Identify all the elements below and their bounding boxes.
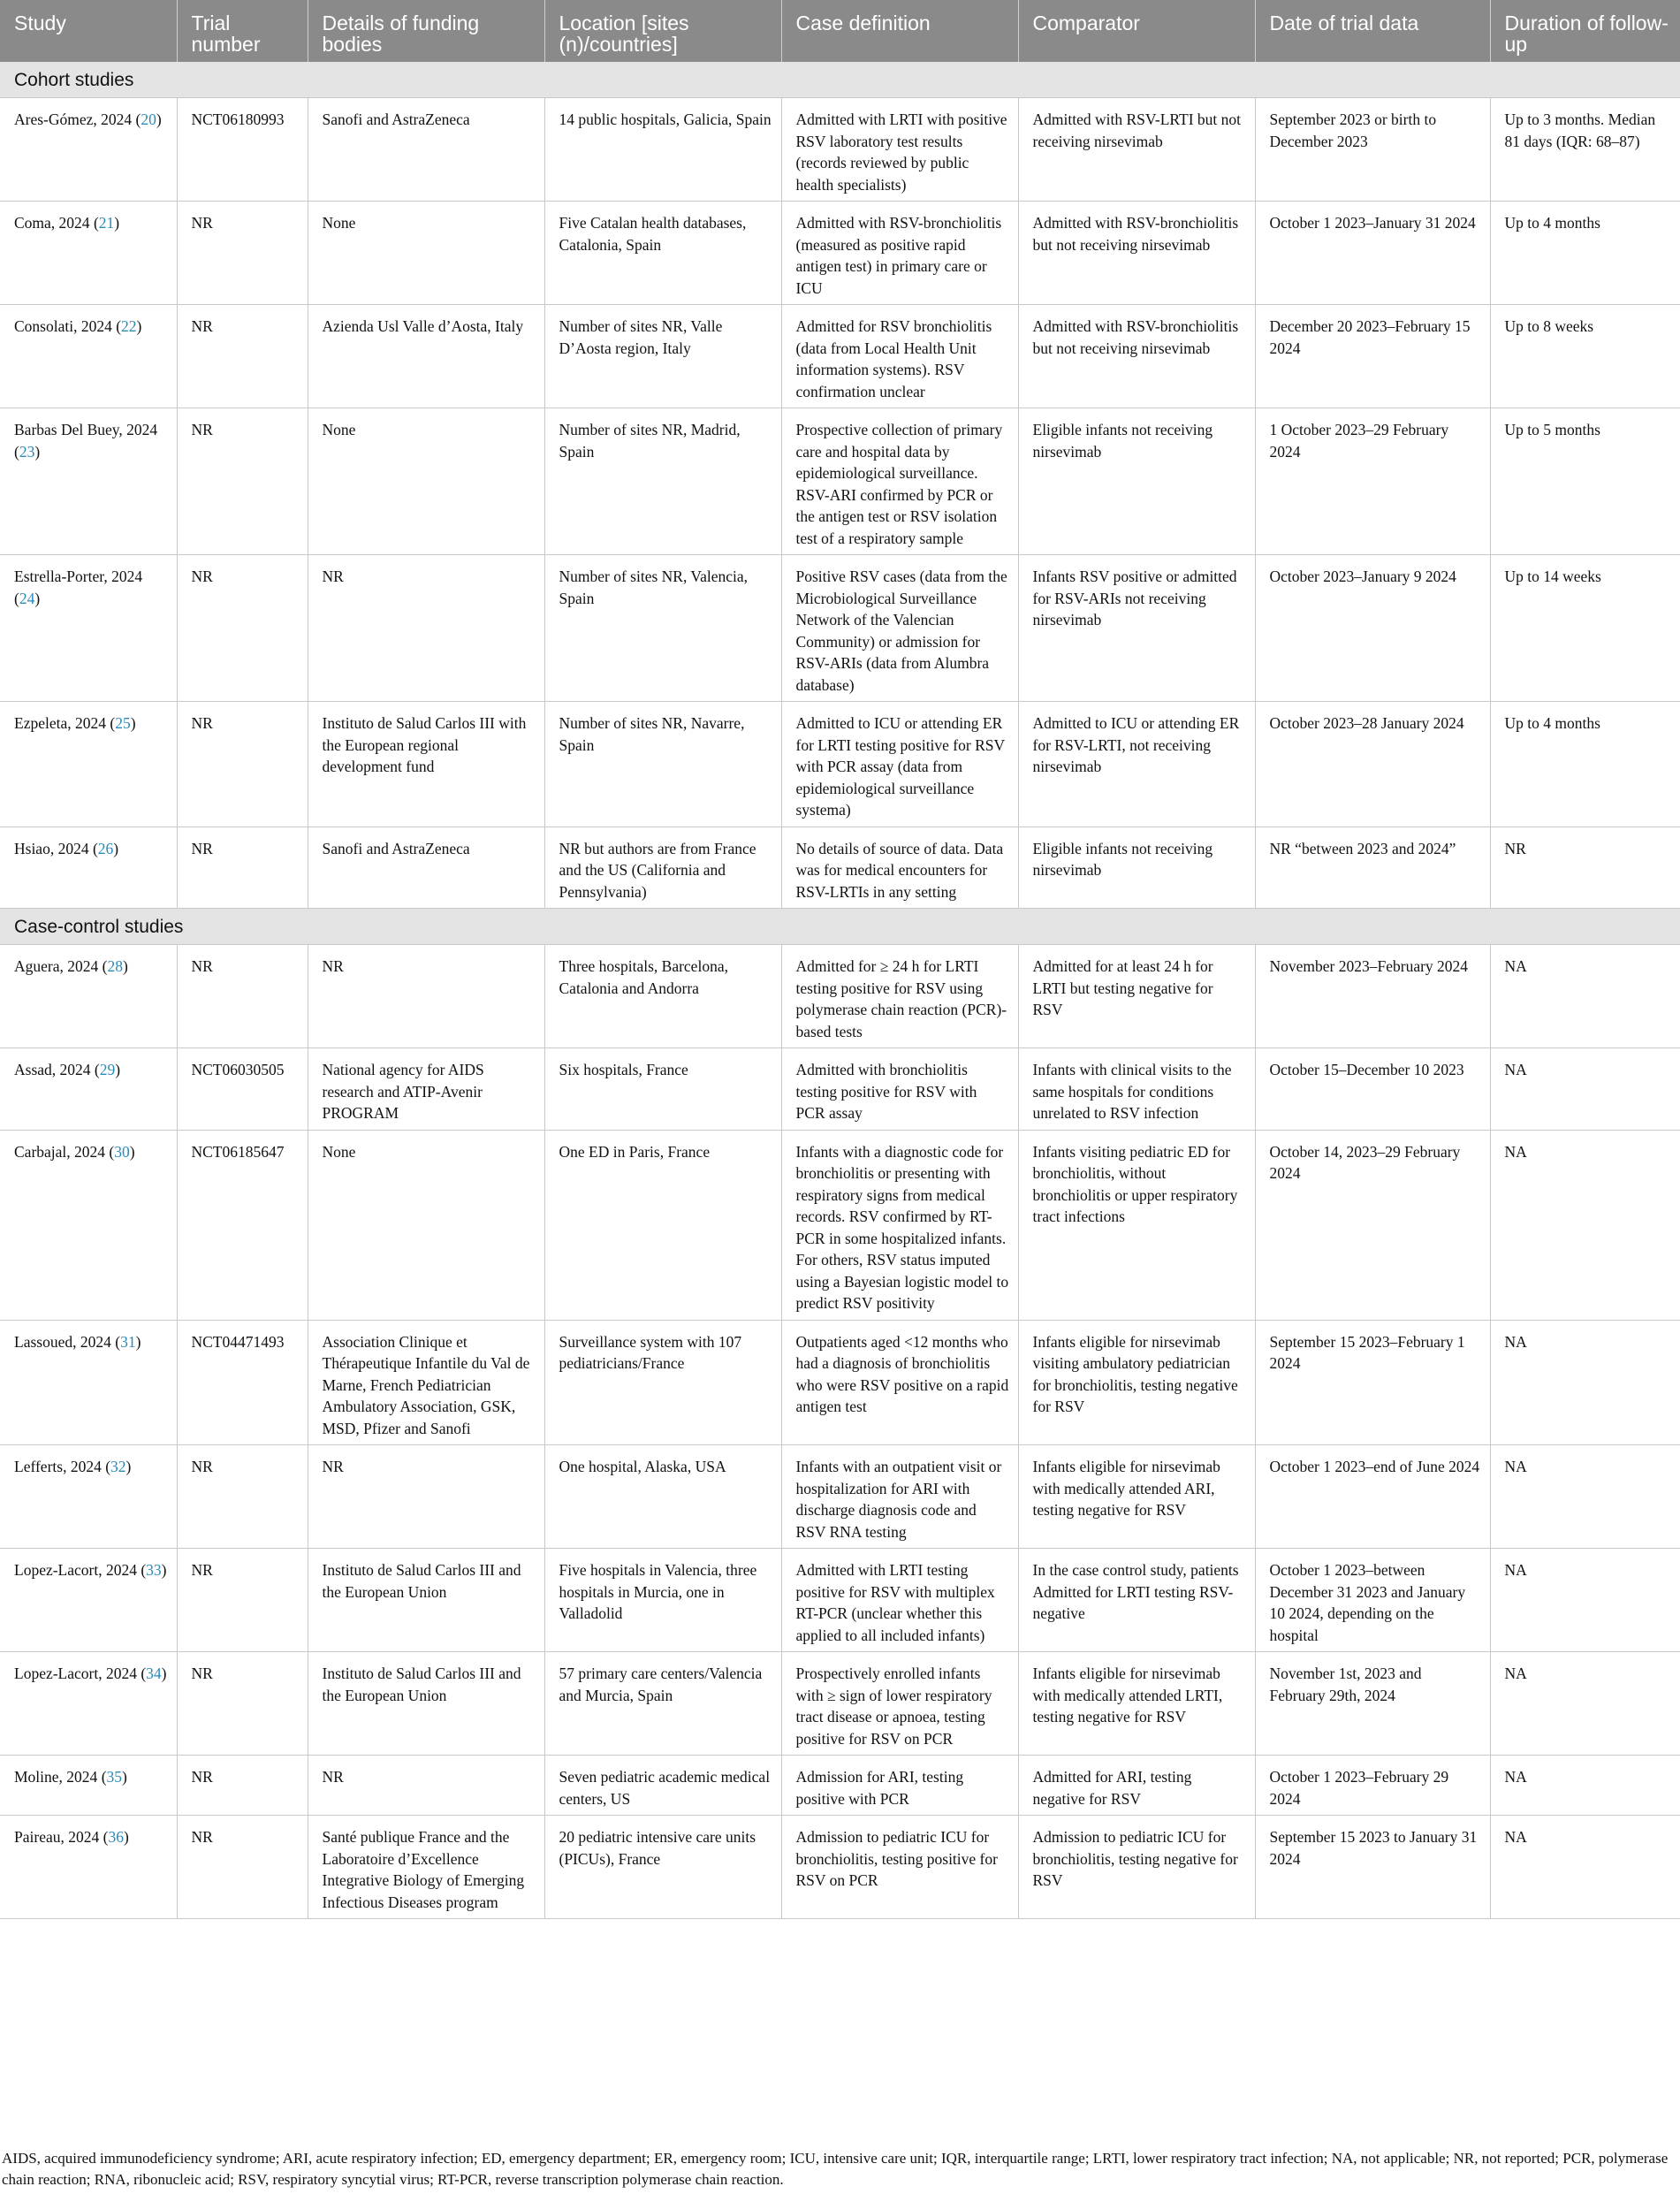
location-cell: Five Catalan health databases, Catalonia, Spain: [544, 202, 781, 305]
comparator-cell: Admitted for at least 24 h for LRTI but testing negative for RSV: [1018, 945, 1255, 1048]
case-definition-cell: Admitted for RSV bronchiolitis (data from Local Health Unit information systems). RSV confirmation unclear: [781, 305, 1018, 408]
duration-cell: Up to 14 weeks: [1490, 555, 1680, 702]
table-row: [0, 1652, 1680, 1756]
header-location: Location [sites (n)/countries]: [544, 0, 781, 62]
duration-cell: NA: [1490, 1048, 1680, 1131]
trial-number-cell: NR: [177, 202, 308, 305]
duration-cell: NA: [1490, 1652, 1680, 1756]
trial-number-cell: NR: [177, 945, 308, 1048]
comparator-cell: Eligible infants not receiving nirsevimab: [1018, 408, 1255, 555]
study-name: Coma, 2024: [14, 214, 90, 232]
funding-cell: Instituto de Salud Carlos III and the European Union: [308, 1549, 544, 1652]
reference-link[interactable]: 25: [115, 714, 131, 732]
comparator-cell: Admission to pediatric ICU for bronchiolitis, testing negative for RSV: [1018, 1816, 1255, 1919]
reference-link[interactable]: 30: [114, 1142, 130, 1161]
header-study: Study: [0, 0, 177, 62]
study-cell: Consolati, 2024 (22): [0, 305, 177, 408]
location-cell: Number of sites NR, Navarre, Spain: [544, 702, 781, 827]
date-cell: November 2023–February 2024: [1255, 945, 1490, 1048]
study-cell: Lefferts, 2024 (32): [0, 1445, 177, 1549]
table-body: [0, 62, 1680, 1919]
trial-number-cell: NR: [177, 702, 308, 827]
study-name: Lopez-Lacort, 2024: [14, 1561, 137, 1579]
study-name: Lefferts, 2024: [14, 1458, 102, 1475]
reference-link[interactable]: 36: [108, 1828, 124, 1846]
location-cell: Number of sites NR, Valencia, Spain: [544, 555, 781, 702]
case-definition-cell: Admitted with LRTI with positive RSV laboratory test results (records reviewed by public health specialists): [781, 98, 1018, 202]
reference-link[interactable]: 21: [98, 214, 115, 232]
table-row: [0, 1048, 1680, 1131]
trial-number-cell: NR: [177, 1756, 308, 1816]
table-row: [0, 1130, 1680, 1320]
date-cell: October 15–December 10 2023: [1255, 1048, 1490, 1131]
study-cell: Coma, 2024 (21): [0, 202, 177, 305]
funding-cell: None: [308, 408, 544, 555]
study-name: Moline, 2024: [14, 1768, 98, 1786]
case-definition-cell: Admitted to ICU or attending ER for LRTI testing positive for RSV with PCR assay (data from epidemiological surveillance systema): [781, 702, 1018, 827]
case-definition-cell: Admission to pediatric ICU for bronchiolitis, testing positive for RSV on PCR: [781, 1816, 1018, 1919]
funding-cell: Association Clinique et Thérapeutique Infantile du Val de Marne, French Pediatrician Ambulatory Association, GSK, MSD, Pfizer and Sanofi: [308, 1320, 544, 1445]
reference-link[interactable]: 31: [120, 1332, 136, 1351]
comparator-cell: Admitted with RSV-bronchiolitis but not receiving nirsevimab: [1018, 305, 1255, 408]
comparator-cell: Infants RSV positive or admitted for RSV-ARIs not receiving nirsevimab: [1018, 555, 1255, 702]
funding-cell: Instituto de Salud Carlos III and the European Union: [308, 1652, 544, 1756]
location-cell: Number of sites NR, Valle D’Aosta region, Italy: [544, 305, 781, 408]
case-definition-cell: Admitted with bronchiolitis testing positive for RSV with PCR assay: [781, 1048, 1018, 1131]
duration-cell: Up to 3 months. Median 81 days (IQR: 68–87): [1490, 98, 1680, 202]
location-cell: 20 pediatric intensive care units (PICUs), France: [544, 1816, 781, 1919]
header-row: [0, 0, 1680, 62]
comparator-cell: Admitted to ICU or attending ER for RSV-LRTI, not receiving nirsevimab: [1018, 702, 1255, 827]
table-row: [0, 1756, 1680, 1816]
header-funding: Details of funding bodies: [308, 0, 544, 62]
study-name: Ares-Gómez, 2024: [14, 110, 133, 128]
study-cell: Carbajal, 2024 (30): [0, 1130, 177, 1320]
funding-cell: NR: [308, 1445, 544, 1549]
funding-cell: Santé publique France and the Laboratoire d’Excellence Integrative Biology of Emerging Infectious Diseases program: [308, 1816, 544, 1919]
reference-link[interactable]: 20: [141, 110, 156, 128]
table-footnote: AIDS, acquired immunodeficiency syndrome; ARI, acute respiratory infection; ED, emergency department; ER, emergency room; ICU, intensive care unit; IQR, interquartile range; LRTI, lower respiratory tract infection; NA, not applicable; NR, not reported; PCR, polymerase chain reaction; RNA, ribonucleic acid; RSV, respiratory syncytial virus; RT-PCR, reverse transcription polymerase chain reaction.: [2, 2150, 1669, 2188]
table-row: [0, 827, 1680, 909]
date-cell: October 14, 2023–29 February 2024: [1255, 1130, 1490, 1320]
duration-cell: NA: [1490, 945, 1680, 1048]
table-row: [0, 945, 1680, 1048]
study-cell: Assad, 2024 (29): [0, 1048, 177, 1131]
header-case-definition: Case definition: [781, 0, 1018, 62]
trial-number-cell: NCT06185647: [177, 1130, 308, 1320]
date-cell: December 20 2023–February 15 2024: [1255, 305, 1490, 408]
reference-link[interactable]: 35: [106, 1768, 123, 1786]
comparator-cell: Infants eligible for nirsevimab with medically attended ARI, testing negative for RSV: [1018, 1445, 1255, 1549]
table-row: [0, 408, 1680, 555]
funding-cell: NR: [308, 1756, 544, 1816]
header-comparator: Comparator: [1018, 0, 1255, 62]
comparator-cell: Infants eligible for nirsevimab with medically attended LRTI, testing negative for RSV: [1018, 1652, 1255, 1756]
study-name: Hsiao, 2024: [14, 839, 89, 857]
section-row: [0, 62, 1680, 98]
case-definition-cell: Infants with a diagnostic code for bronchiolitis or presenting with respiratory signs from medical records. RSV confirmed by RT-PCR in some hospitalized infants. For others, RSV status imputed using a Bayesian logistic model to predict RSV positivity: [781, 1130, 1018, 1320]
study-name: Lopez-Lacort, 2024: [14, 1665, 137, 1682]
reference-link[interactable]: 34: [146, 1665, 162, 1682]
case-definition-cell: No details of source of data. Data was for medical encounters for RSV-LRTIs in any setting: [781, 827, 1018, 909]
study-name: Ezpeleta, 2024: [14, 714, 106, 732]
location-cell: 57 primary care centers/Valencia and Murcia, Spain: [544, 1652, 781, 1756]
header-date: Date of trial data: [1255, 0, 1490, 62]
table-row: [0, 1816, 1680, 1919]
comparator-cell: Infants with clinical visits to the same hospitals for conditions unrelated to RSV infection: [1018, 1048, 1255, 1131]
study-cell: Lassoued, 2024 (31): [0, 1320, 177, 1445]
date-cell: October 2023–28 January 2024: [1255, 702, 1490, 827]
trial-number-cell: NR: [177, 1652, 308, 1756]
duration-cell: Up to 4 months: [1490, 202, 1680, 305]
case-definition-cell: Prospectively enrolled infants with ≥ sign of lower respiratory tract disease or apnoea, testing positive for RSV on PCR: [781, 1652, 1018, 1756]
study-name: Carbajal, 2024: [14, 1142, 106, 1161]
study-cell: Barbas Del Buey, 2024 (23): [0, 408, 177, 555]
trial-number-cell: NR: [177, 305, 308, 408]
case-definition-cell: Prospective collection of primary care and hospital data by epidemiological surveillance. RSV-ARI confirmed by PCR or the antigen test or RSV isolation test of a respiratory sample: [781, 408, 1018, 555]
study-name: Estrella-Porter, 2024: [14, 568, 143, 585]
duration-cell: NA: [1490, 1549, 1680, 1652]
table-row: [0, 702, 1680, 827]
trial-number-cell: NR: [177, 1816, 308, 1919]
case-definition-cell: Admitted for ≥ 24 h for LRTI testing positive for RSV using polymerase chain reaction (PCR)-based tests: [781, 945, 1018, 1048]
funding-cell: Instituto de Salud Carlos III with the European regional development fund: [308, 702, 544, 827]
date-cell: October 1 2023–end of June 2024: [1255, 1445, 1490, 1549]
section-title: Cohort studies: [0, 62, 1680, 98]
location-cell: NR but authors are from France and the US (California and Pennsylvania): [544, 827, 781, 909]
section-row: [0, 909, 1680, 945]
reference-link[interactable]: 28: [107, 957, 123, 975]
reference-link[interactable]: 33: [146, 1561, 162, 1579]
section-title: Case-control studies: [0, 909, 1680, 945]
duration-cell: Up to 4 months: [1490, 702, 1680, 827]
funding-cell: NR: [308, 945, 544, 1048]
comparator-cell: Admitted for ARI, testing negative for RSV: [1018, 1756, 1255, 1816]
date-cell: September 2023 or birth to December 2023: [1255, 98, 1490, 202]
study-cell: Moline, 2024 (35): [0, 1756, 177, 1816]
location-cell: Seven pediatric academic medical centers, US: [544, 1756, 781, 1816]
funding-cell: Sanofi and AstraZeneca: [308, 827, 544, 909]
reference-link[interactable]: 32: [110, 1458, 126, 1475]
trial-number-cell: NCT04471493: [177, 1320, 308, 1445]
study-name: Consolati, 2024: [14, 317, 112, 335]
trial-number-cell: NR: [177, 408, 308, 555]
duration-cell: Up to 8 weeks: [1490, 305, 1680, 408]
location-cell: Three hospitals, Barcelona, Catalonia and Andorra: [544, 945, 781, 1048]
header-trial-number: Trial number: [177, 0, 308, 62]
study-cell: Aguera, 2024 (28): [0, 945, 177, 1048]
case-definition-cell: Positive RSV cases (data from the Microbiological Surveillance Network of the Valencian Community) or admission for RSV-ARIs (data from Alumbra database): [781, 555, 1018, 702]
study-cell: Ares-Gómez, 2024 (20): [0, 98, 177, 202]
study-name: Aguera, 2024: [14, 957, 99, 975]
duration-cell: NA: [1490, 1445, 1680, 1549]
table-row: [0, 1320, 1680, 1445]
location-cell: Five hospitals in Valencia, three hospitals in Murcia, one in Valladolid: [544, 1549, 781, 1652]
study-cell: Ezpeleta, 2024 (25): [0, 702, 177, 827]
comparator-cell: Eligible infants not receiving nirsevimab: [1018, 827, 1255, 909]
date-cell: November 1st, 2023 and February 29th, 2024: [1255, 1652, 1490, 1756]
table-header: [0, 0, 1680, 62]
table-row: [0, 555, 1680, 702]
date-cell: October 1 2023–between December 31 2023 and January 10 2024, depending on the hospital: [1255, 1549, 1490, 1652]
case-definition-cell: Outpatients aged <12 months who had a diagnosis of bronchiolitis who were RSV positive on a rapid antigen test: [781, 1320, 1018, 1445]
table-row: [0, 305, 1680, 408]
date-cell: October 1 2023–January 31 2024: [1255, 202, 1490, 305]
comparator-cell: Admitted with RSV-LRTI but not receiving nirsevimab: [1018, 98, 1255, 202]
study-cell: Lopez-Lacort, 2024 (33): [0, 1549, 177, 1652]
case-definition-cell: Admission for ARI, testing positive with PCR: [781, 1756, 1018, 1816]
trial-number-cell: NR: [177, 1549, 308, 1652]
reference-link[interactable]: 23: [19, 442, 35, 461]
table-row: [0, 202, 1680, 305]
reference-link[interactable]: 29: [99, 1061, 116, 1078]
date-cell: September 15 2023–February 1 2024: [1255, 1320, 1490, 1445]
location-cell: One ED in Paris, France: [544, 1130, 781, 1320]
table-row: [0, 1549, 1680, 1652]
comparator-cell: In the case control study, patients Admitted for LRTI testing RSV-negative: [1018, 1549, 1255, 1652]
funding-cell: National agency for AIDS research and ATIP-Avenir PROGRAM: [308, 1048, 544, 1131]
comparator-cell: Infants visiting pediatric ED for bronchiolitis, without bronchiolitis or upper respiratory tract infections: [1018, 1130, 1255, 1320]
trial-number-cell: NR: [177, 1445, 308, 1549]
trial-number-cell: NCT06030505: [177, 1048, 308, 1131]
case-definition-cell: Admitted with RSV-bronchiolitis (measured as positive rapid antigen test) in primary care or ICU: [781, 202, 1018, 305]
date-cell: October 1 2023–February 29 2024: [1255, 1756, 1490, 1816]
study-name: Barbas Del Buey, 2024: [14, 421, 158, 438]
study-name: Lassoued, 2024: [14, 1332, 111, 1351]
location-cell: 14 public hospitals, Galicia, Spain: [544, 98, 781, 202]
reference-link[interactable]: 26: [97, 839, 114, 857]
reference-link[interactable]: 24: [19, 589, 35, 607]
duration-cell: NA: [1490, 1816, 1680, 1919]
location-cell: Surveillance system with 107 pediatricians/France: [544, 1320, 781, 1445]
study-name: Paireau, 2024: [14, 1828, 100, 1846]
funding-cell: None: [308, 202, 544, 305]
location-cell: One hospital, Alaska, USA: [544, 1445, 781, 1549]
location-cell: Number of sites NR, Madrid, Spain: [544, 408, 781, 555]
date-cell: 1 October 2023–29 February 2024: [1255, 408, 1490, 555]
comparator-cell: Infants eligible for nirsevimab visiting ambulatory pediatrician for bronchiolitis, testing negative for RSV: [1018, 1320, 1255, 1445]
table-row: [0, 98, 1680, 202]
duration-cell: NA: [1490, 1320, 1680, 1445]
study-name: Assad, 2024: [14, 1061, 91, 1078]
duration-cell: NA: [1490, 1130, 1680, 1320]
trial-number-cell: NR: [177, 555, 308, 702]
reference-link[interactable]: 22: [121, 317, 137, 335]
study-cell: Lopez-Lacort, 2024 (34): [0, 1652, 177, 1756]
study-cell: Hsiao, 2024 (26): [0, 827, 177, 909]
comparator-cell: Admitted with RSV-bronchiolitis but not receiving nirsevimab: [1018, 202, 1255, 305]
funding-cell: Azienda Usl Valle d’Aosta, Italy: [308, 305, 544, 408]
trial-number-cell: NCT06180993: [177, 98, 308, 202]
duration-cell: Up to 5 months: [1490, 408, 1680, 555]
table-row: [0, 1445, 1680, 1549]
date-cell: October 2023–January 9 2024: [1255, 555, 1490, 702]
case-definition-cell: Admitted with LRTI testing positive for RSV with multiplex RT-PCR (unclear whether this applied to all included infants): [781, 1549, 1018, 1652]
duration-cell: NA: [1490, 1756, 1680, 1816]
duration-cell: NR: [1490, 827, 1680, 909]
study-cell: Paireau, 2024 (36): [0, 1816, 177, 1919]
case-definition-cell: Infants with an outpatient visit or hospitalization for ARI with discharge diagnosis code and RSV RNA testing: [781, 1445, 1018, 1549]
trial-number-cell: NR: [177, 827, 308, 909]
location-cell: Six hospitals, France: [544, 1048, 781, 1131]
date-cell: NR “between 2023 and 2024”: [1255, 827, 1490, 909]
funding-cell: None: [308, 1130, 544, 1320]
date-cell: September 15 2023 to January 31 2024: [1255, 1816, 1490, 1919]
study-cell: Estrella-Porter, 2024 (24): [0, 555, 177, 702]
funding-cell: NR: [308, 555, 544, 702]
funding-cell: Sanofi and AstraZeneca: [308, 98, 544, 202]
header-duration: Duration of follow-up: [1490, 0, 1680, 62]
